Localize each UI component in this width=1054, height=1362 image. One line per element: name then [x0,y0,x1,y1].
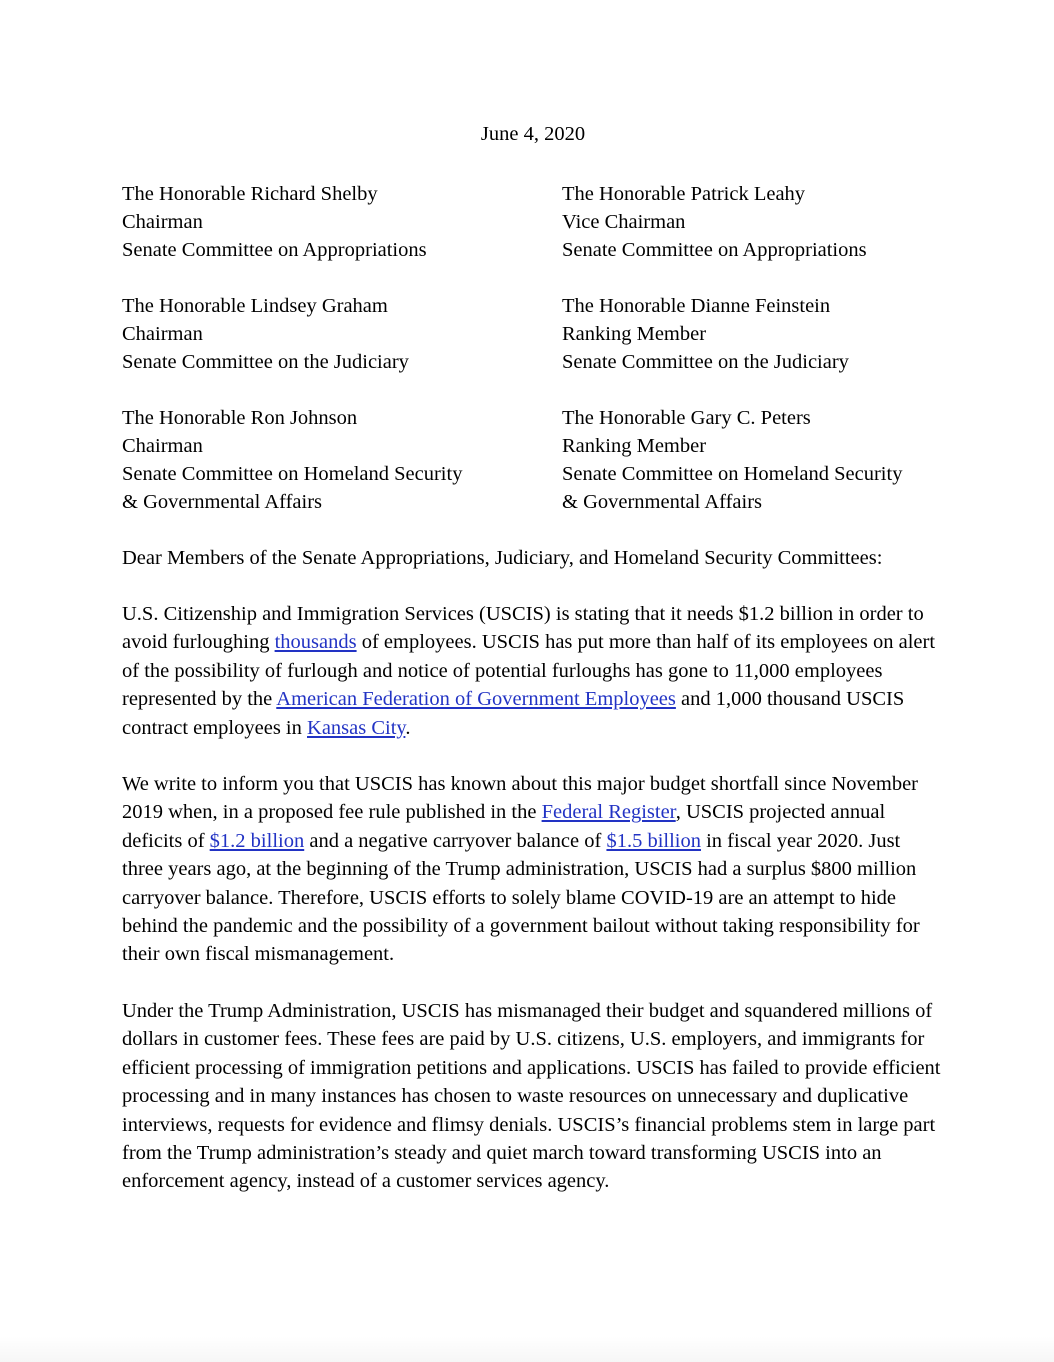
addressee-leahy [562,180,1002,264]
body-paragraph-3: Under the Trump Administration, USCIS has mismanaged their budget and squandered millions of dollars in customer fees. These fees are paid by U.S. citizens, U.S. employers, and immigrants for efficient processing of immigration petitions and applications. USCIS has failed to provide efficient processing and in many instances has chosen to waste resources on unnecessary and duplicative interviews, requests for evidence and flimsy denials. USCIS’s financial problems stem in large part from the Trump administration’s steady and quiet march toward transforming USCIS into an enforcement agency, instead of a customer services agency. [122,999,941,1193]
addressee-graham [122,292,562,376]
addressee-name: The Honorable Dianne Feinstein [562,295,831,317]
para1-text-1: U.S. Citizenship and Immigration Services (USCIS) is stating that it needs $1.2 billion in order to avoid furloughing [122,603,924,654]
link-1-5-billion[interactable]: $1.5 billion [606,829,701,852]
para1-text-2: of employees. USCIS has put more than half of its employees on alert of the possibility of furlough and notice of potential furloughs has gone to 11,000 employees represented by the [122,631,936,711]
para2-text-1: We write to inform you that USCIS has known about this major budget shortfall since November 2019 when, in a proposed fee rule published in the [122,773,919,824]
para2-text-3: and a negative carryover balance of [304,829,607,852]
addressee-row [122,180,938,264]
addressee-committee: Senate Committee on Appropriations [122,239,427,261]
link-federal-register[interactable]: Federal Register [541,801,676,824]
addressee-johnson [122,404,562,516]
addressee-committee: Senate Committee on the Judiciary [562,351,849,373]
para2-text-4: in fiscal year 2020. Just three years ago, at the beginning of the Trump administration, USCIS had a surplus $800 million carryover balance. Therefore, USCIS efforts to solely blame COVID-19 are an attempt to hide behind the pandemic and the possibility of a government bailout without taking responsibility for their own fiscal mismanagement. [122,829,920,966]
para1-text-4: . [405,716,411,739]
para1-text-3: and 1,000 thousand USCIS contract employees in [122,688,905,739]
letter-content [122,0,941,1196]
addressee-committee: Senate Committee on Appropriations [562,239,867,261]
addressee-role: Chairman [122,435,203,457]
addressee-name: The Honorable Gary C. Peters [562,407,811,429]
page-bottom-shadow [0,1336,1054,1362]
addressee-block [122,180,938,516]
addressee-role: Chairman [122,211,203,233]
addressee-role: Ranking Member [562,323,707,345]
link-afge[interactable]: American Federation of Government Employees [276,688,676,711]
body-paragraph-2 [122,770,942,969]
addressee-name: The Honorable Ron Johnson [122,407,358,429]
addressee-name: The Honorable Richard Shelby [122,183,378,205]
addressee-committee: Senate Committee on Homeland Security [562,463,903,485]
addressee-peters [562,404,1002,516]
addressee-shelby [122,180,562,264]
addressee-committee: Senate Committee on Homeland Security [122,463,463,485]
addressee-row [122,292,938,376]
addressee-committee-cont: & Governmental Affairs [122,491,323,513]
salutation: Dear Members of the Senate Appropriations, Judiciary, and Homeland Security Committees: [122,547,883,569]
body-paragraph-1 [122,600,942,742]
addressee-role: Vice Chairman [562,211,686,233]
para2-text-2: , USCIS projected annual deficits of [122,801,886,852]
addressee-role: Ranking Member [562,435,707,457]
link-kansas-city[interactable]: Kansas City [307,716,406,739]
addressee-role: Chairman [122,323,203,345]
link-1-2-billion[interactable]: $1.2 billion [209,829,305,852]
addressee-committee-cont: & Governmental Affairs [562,491,763,513]
letter-date: June 4, 2020 [480,123,586,145]
addressee-name: The Honorable Patrick Leahy [562,183,806,205]
addressee-row [122,404,938,516]
addressee-feinstein [562,292,1002,376]
addressee-committee: Senate Committee on the Judiciary [122,351,409,373]
addressee-name: The Honorable Lindsey Graham [122,295,388,317]
link-thousands[interactable]: thousands [274,631,357,654]
